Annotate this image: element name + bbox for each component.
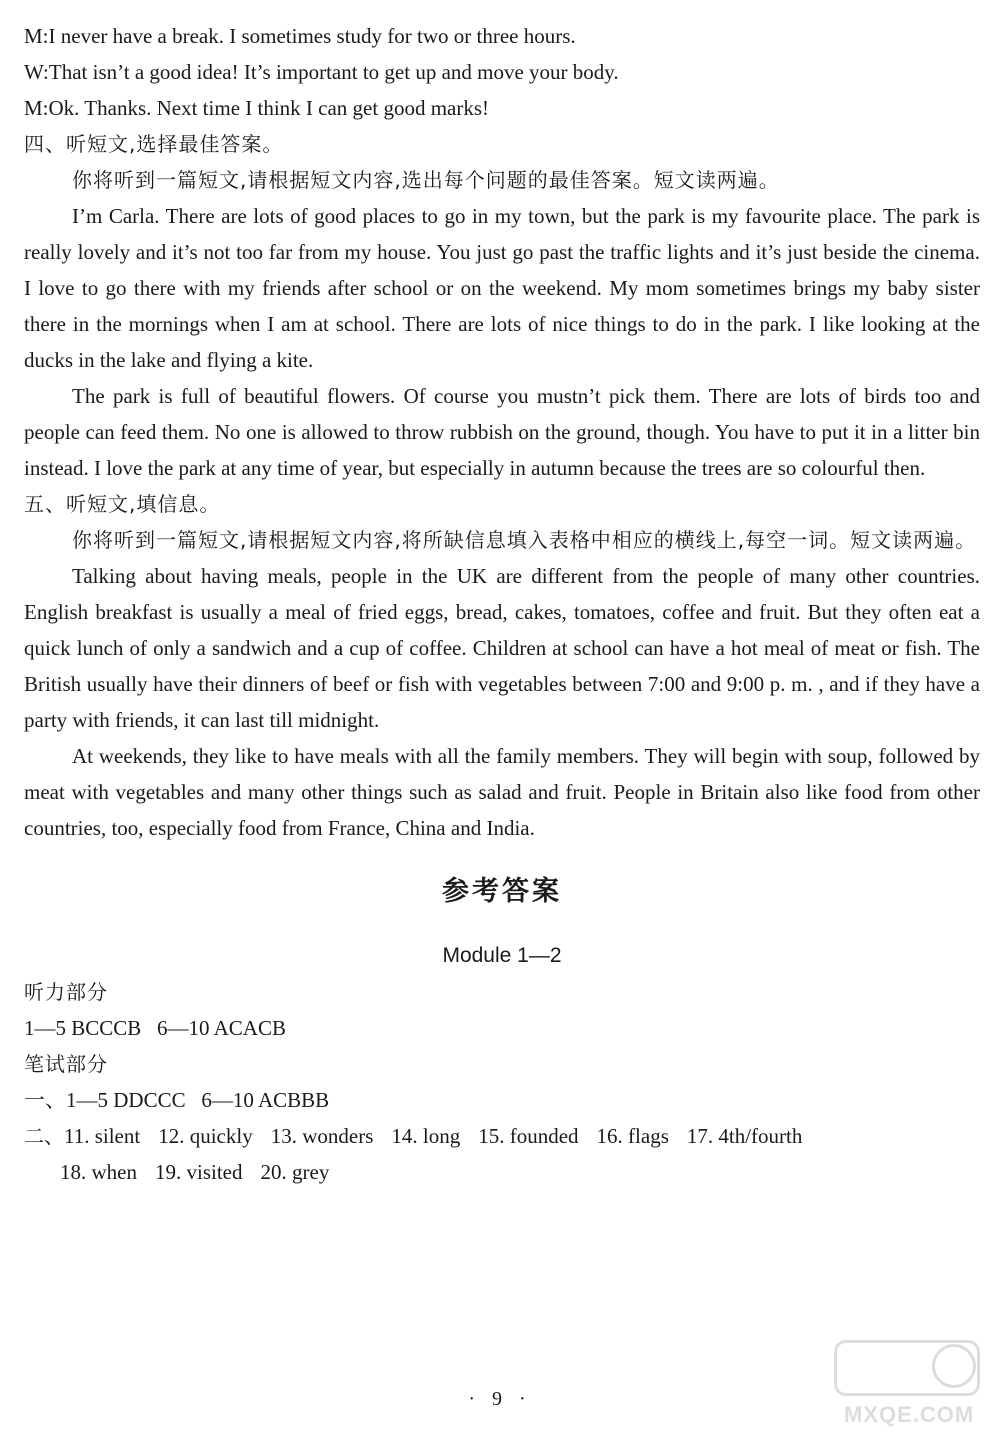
- written-section-label: 笔试部分: [24, 1052, 108, 1076]
- listening-section-label: 听力部分: [24, 980, 108, 1004]
- section5-paragraph-1: Talking about having meals, people in the UK are different from the people of many other countries. English breakfast is usually a meal of fried eggs, bread, cakes, tomatoes, coffee and fruit. But they often eat a quick lunch of only a sandwich and a cup of coffee. Children at school can have a hot meal of meat or fish. The British usually have their dinners of beef or fish with vegetables between 7:00 and 9:00 p. m. , and if they have a party with friends, it can last till midnight.: [24, 564, 980, 732]
- watermark-seal-icon: [932, 1344, 976, 1388]
- answer-item: 14. long: [391, 1124, 461, 1148]
- answer-item: 16. flags: [596, 1124, 669, 1148]
- written-part2-answers: [24, 1118, 980, 1154]
- answer-item: 13. wonders: [270, 1124, 374, 1148]
- section4-instruction: 你将听到一篇短文,请根据短文内容,选出每个问题的最佳答案。短文读两遍。: [72, 168, 780, 192]
- answer-item: 12. quickly: [158, 1124, 253, 1148]
- section4-heading: 四、听短文,选择最佳答案。: [24, 132, 284, 156]
- page-number: · 9 ·: [468, 1388, 532, 1410]
- section4-paragraph-2: The park is full of beautiful flowers. Of course you mustn’t pick them. There are lots of birds too and people can feed them. No one is allowed to throw rubbish on the ground, though. You have to put it in a litter bin instead. I love the park at any time of year, but especially in autumn because the trees are so colourful then.: [24, 384, 980, 480]
- section5-paragraph-2: At weekends, they like to have meals with all the family members. They will begin with soup, followed by meat with vegetables and many other things such as salad and fruit. People in Britain also like food from other countries, too, especially food from France, China and India.: [24, 744, 980, 840]
- watermark-logo: [834, 1340, 984, 1430]
- answer-key-title: 参考答案: [442, 876, 562, 907]
- section5-heading: 五、听短文,填信息。: [24, 492, 221, 516]
- answer-item: 18. when: [60, 1160, 137, 1184]
- document-page: [24, 18, 980, 1190]
- answer-item: 15. founded: [478, 1124, 579, 1148]
- answer-item: 20. grey: [260, 1160, 330, 1184]
- written-part2-answers-cont: [24, 1154, 980, 1190]
- answer-item: 19. visited: [155, 1160, 243, 1184]
- section5-instruction: 你将听到一篇短文,请根据短文内容,将所缺信息填入表格中相应的横线上,每空一词。短文读两遍。: [72, 528, 977, 552]
- dialogue-line-1: M:I never have a break. I sometimes study for two or three hours.: [24, 24, 576, 48]
- answer-item: 17. 4th/fourth: [686, 1124, 803, 1148]
- part2-prefix: 二、: [24, 1124, 64, 1148]
- section4-paragraph-1: I’m Carla. There are lots of good places to go in my town, but the park is my favourite place. The park is really lovely and it’s not too far from my house. You just go past the traffic lights and it’s just beside the cinema. I love to go there with my friends after school or on the weekend. My mom sometimes brings my baby sister there in the mornings when I am at school. There are lots of nice things to do in the park. I like looking at the ducks in the lake and flying a kite.: [24, 204, 980, 372]
- module-label: Module 1—2: [442, 944, 562, 967]
- dialogue-line-2: W:That isn’t a good idea! It’s important to get up and move your body.: [24, 60, 619, 84]
- dialogue-line-3: M:Ok. Thanks. Next time I think I can get good marks!: [24, 96, 490, 120]
- answer-item: 11. silent: [64, 1124, 141, 1148]
- listening-answers: 1—5 BCCCB 6—10 ACACB: [24, 1016, 286, 1040]
- watermark-url: MXQE.COM: [844, 1402, 975, 1427]
- written-part1-answers: 一、1—5 DDCCC 6—10 ACBBB: [24, 1088, 330, 1112]
